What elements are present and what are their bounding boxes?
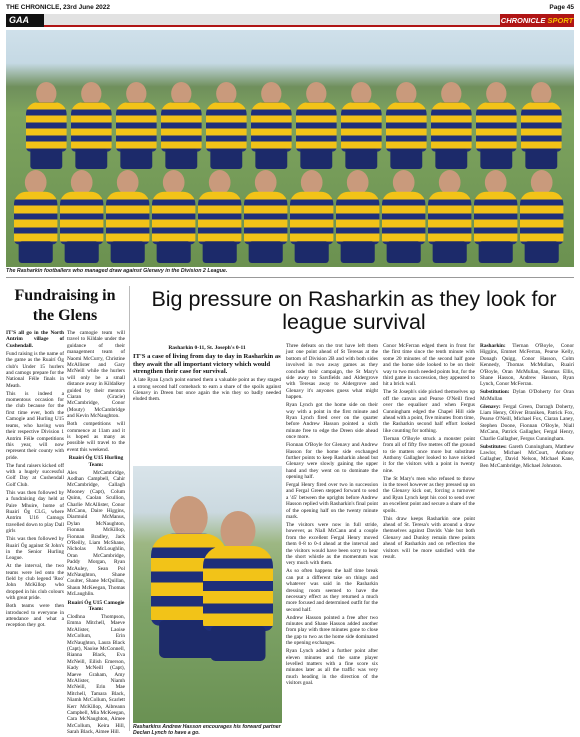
article-intro [133, 343, 281, 465]
player-figure [386, 82, 427, 169]
article-para: Three defeats on the trot have left them just one point ahead of St Teresas at the bottom of Division 2B and with both sides involved in two away games as they conclude their campaign, the St Mary's side away to Sarsfields and Aldergrove with Teresas away to Aldergrove and Glenavy it's anyones guess what might happen. [286, 343, 378, 401]
logo-sport: SPORT [547, 16, 574, 25]
glenavy-subs: Gareth Cunningham, Matthew Lawlor, Michael McCourt, Anthony Gallagher, David Nelson, Michael Kane, Ben McCambridge, Michael Johnston. [480, 443, 574, 469]
article-para: Andrew Hasson pointed a free after two minutes and Shane Hasson added another from play with three minutes gone to close the gap to two as the home side dominated the opening exchanges. [286, 614, 378, 647]
fundraising-heading: Fundraising in the Glens [14, 287, 116, 324]
fundraising-column-2 [67, 330, 125, 736]
hurling-team-list: Alex McCambridge, Aodhan Campbell, Cahir McCambridge, Callagh Mooney (Capt), Colum Quinn, Caolan Scullion, Charlie McAllister, Conor McCann, Daire Higgins, Diarmuid McManus, Dylan McNaughton, Fionnan McKillop, Fionnan Bradley, Jack O'Reilly, Liam McShane, Nicholas McLoughlin, Oran McCambridge, Paddy Morgan, Ryan McAuley, Sean Pol McNaughton, Shane Coulter, Shane McQuillan, Shaun McKeegan, Thomas McLaughlin. [67, 469, 125, 598]
team-photo-caption: The Rasharkin footballers who managed draw against Glenavy in the Division 2 League. [6, 268, 228, 274]
player-photo [133, 466, 282, 723]
fundraising-para: Fund raising is the name of the game as the Ruairí Óg club's Under 15 hurlers and camogs prepare for the National Féile finals in Meath. [6, 350, 64, 389]
player-figure [336, 170, 379, 263]
glenavy-team: Fergal Green, Darragh Doherty, Liam Henry, Oliver Braniken, Patrick Fox, Pearse O'Neill, Michael Fox, Ciaran Laney, Stephen Doone, Fionnan O'Boyle, Niall McCann, Patrick Gallagher, Fergal Henry, Charlie Gallagher, Fergus Cunningham. [480, 403, 574, 442]
fundraising-para: Both competitions will commence at 11am and it is hoped as many as possible will travel to the event this weekend. [67, 421, 125, 453]
logo-chronicle: CHRONICLE [500, 16, 546, 25]
paper-date: THE CHRONICLE, 23rd June 2022 [6, 4, 111, 11]
player-photo-caption: Rasharkins Andrew Hasson encourages his forward partner Declan Lynch to have a go. [133, 724, 281, 736]
player-figure [26, 82, 67, 169]
fundraising-para: This was then followed by Ruairí Óg against St John's in the Senior Hurling League. [6, 536, 64, 562]
player-figure [296, 82, 337, 169]
player-figure [152, 170, 195, 263]
fundraising-para: This is indeed a momentous occasion for the club because for the first time ever, both the Camogie and Hurling U15 teams, who having won their respective Division 1 Antrim Féile competitions this year, will now represent their county with pride. [6, 390, 64, 461]
article-para: As so often happens the half time break can put a different take on things and whatever was said in the Rasharkin dressing room seemed to have the necessary effect as they returned a much more focused and determined outfit for the second half. [286, 568, 378, 613]
chronicle-sport-logo [500, 14, 574, 27]
fundraising-column-1 [6, 330, 64, 730]
article-column-2 [286, 343, 378, 731]
article-para: The St Mary's men who refused to throw in the towel however as they pressed up on the Glenavy kick out, forcing a turnover and Ryan Lynch kept his cool to send over an excellent point and secure a share of the spoils. [383, 475, 475, 514]
player-figure [428, 170, 471, 263]
player-figure [476, 82, 517, 169]
player-figure [251, 82, 292, 169]
rasharkin-subs: Dylan O'Doherty for Oran McMullan [480, 389, 574, 402]
article-para: Tiernan O'Boyle struck a monster point from all of fifty five metres off the ground to tie matters once more but substitute Anthony Gallagher looked to have nicked it for the visitors with a point in twenty nine. [383, 435, 475, 474]
column-divider [129, 286, 130, 731]
player-figure [203, 511, 273, 661]
article-para: A late Ryan Lynch point earned them a valuable point as they staged a strong second half comeback to earn a share of the spoils against Glenavy in Dreen but once again the win they so badly needed eluded them. [133, 377, 281, 403]
article-column-4 [480, 343, 574, 731]
player-figure [71, 82, 112, 169]
article-para: Fionnan O'Boyle for Glenavy and Andrew Hasson for the home side exchanged further points to keep Rasharkin ahead but Glenavy were slowly gaining the upper hand and they went on to dominate the opening half. [286, 442, 378, 481]
article-headline: Big pressure on Rasharkin as they look for league survival [151, 287, 557, 334]
gaa-logo: GAA [6, 14, 44, 27]
article-para: Fergal Henry fired over two in succession and Fergal Green stepped forward to send a '45' between the uprights before Andrew Hasson replied with Rasharkin's final point of the opening half on the twenty minute mark. [286, 482, 378, 521]
player-figure [290, 170, 333, 263]
player-figure [382, 170, 425, 263]
team-photo [6, 30, 574, 267]
player-figure [520, 170, 563, 263]
player-figure [474, 170, 517, 263]
article-para: The visitors were now in full stride, however, as Niall McCann and a couple from the excellent Fergal Henry moved them 0-8 to 0-4 ahead at the interval and the visitors would have been sorry to hear the short whistle as the momentum was very much with them. [286, 521, 378, 567]
fundraising-lead: IT'S all go in the North Antrim village of Cushendall. [6, 330, 64, 349]
player-figure [341, 82, 382, 169]
fundraising-para: The fund raisers kicked off with a hugely successful Golf Day at Cushendall Golf Club. [6, 462, 64, 488]
fundraising-para: Both teams were then introduced to everyone in attendance and what a reception they got. [6, 603, 64, 629]
glenavy-title: Glenavy: [480, 403, 501, 410]
article-lead: IT'S a case of living from day to day in Rasharkin as they await the all important victory which would strengthen their case for survival. [133, 352, 281, 376]
player-figure [431, 82, 472, 169]
rasharkin-subs-title: Substitution: [480, 389, 510, 396]
article-para: This draw keeps Rasharkin one point ahead of St. Teresa's with around a draw themselves against Davids Vale but both Glenavy and Dunloy remain three points ahead of Rasharkin and on reflection the visitors will be more satisfied with the result. [383, 515, 475, 560]
article-column-3 [383, 343, 475, 731]
player-figure [14, 170, 57, 263]
article-para: Conor McFerran edged them in front for the first time since the tenth minute with some 20 minutes of the second half gone and the home side looked to be on their way to two much needed points but, for the third game in succession, they appeared to hit a brick wall. [383, 343, 475, 388]
section-banner [6, 14, 574, 27]
fundraising-para: The camogie team will travel to Kildale under the guidance of their management team of Naomi McCurry, Christine McAllister and Gary McNeill while the hurlers will only be a small distance away in Kildalkey guided by their mentors Ciaran (Gracie) McCambridge, Conor (Mouty) McCambridge and Kevin McNaughton. [67, 330, 125, 420]
page-number: Page 45 [549, 4, 574, 11]
player-figure [521, 82, 562, 169]
hurling-team-title: Ruairí Óg U15 Hurling Team: [68, 455, 124, 468]
player-figure [116, 82, 157, 169]
player-figure [161, 82, 202, 169]
fundraising-para: This was then followed by a fundraising day held at Paire Mhuire, home of Ruairí Óg CLG, where Antrim U16 Camogs travelled down to play Dall girls [6, 489, 64, 535]
camogie-team-list: Clodhna Thompson, Emma Mitchell, Maeve McAlister, Laoise McCollum, Erin McNaughton, Laura Black (Capt), Naoise McConnell, Rianna Black, Eva McNeill, Eilish Emerson, Kady McNeill (Capt), Maeve Graham, Amy McAlister, Niamh McNeill, Erin Mae Mitchell, Tamara Black, Niamh McCollum, Scarlett Kerr McKillop, Aibreann Campbell, Mia McKeegan, Cara McNaughton, Aimee McCollum, Keira Hill, Sarah Black, Aimee Hill. [67, 613, 125, 736]
page-header [6, 2, 574, 13]
rasharkin-team: Tiernan O'Boyle, Conor Higgins, Emmet McFerran, Pearse Kelly, Donagh Quigg, Conor Hasson, Colm Kennedy, Thomas McMullan, Ruairí O'Boyle, Oran McMullan, Seamus Ellis, Shane Hasson, Andrew Hasson, Ryan Lynch, Conor McFerran. [480, 343, 574, 388]
player-figure [206, 82, 247, 169]
glenavy-subs-title: Substitutes: [480, 443, 507, 450]
article-para: Ryan Lynch got the home side on their way with a point in the first minute and Ryan Lynch fired over on the quarter before Andrew Hasson pointed a sixth minute free to edge the Dreen side ahead once more. [286, 402, 378, 441]
article-para: The St Joseph's side picked themselves up off the canvas and Pearse O'Neill fired over the equaliser and when Fergus Cunningham edged the Chapel Hill side ahead with a point, five minutes from time, the Rasharkin second half effort looked like counting for nothing. [383, 389, 475, 434]
fundraising-para: At the interval, the two teams were led onto the field by club legend 'Roo' John McKillop who dropped in his club colours with great pride. [6, 563, 64, 602]
player-figure [244, 170, 287, 263]
divider [6, 277, 574, 278]
player-figure [198, 170, 241, 263]
score-line: Rasharkin 0-11, St. Joseph's 0-11 [168, 345, 246, 351]
camogie-team-title: Ruairí Óg U15 Camogie Team: [67, 599, 125, 613]
rasharkin-title: Rasharkin: [480, 343, 506, 349]
player-figure [60, 170, 103, 263]
article-para: Ryan Lynch added a further point after eleven minutes and the same player levelled matters with a fine score six minutes later as all the traffic was very much heading in the direction of the visitors goal. [286, 648, 378, 687]
player-figure [106, 170, 149, 263]
